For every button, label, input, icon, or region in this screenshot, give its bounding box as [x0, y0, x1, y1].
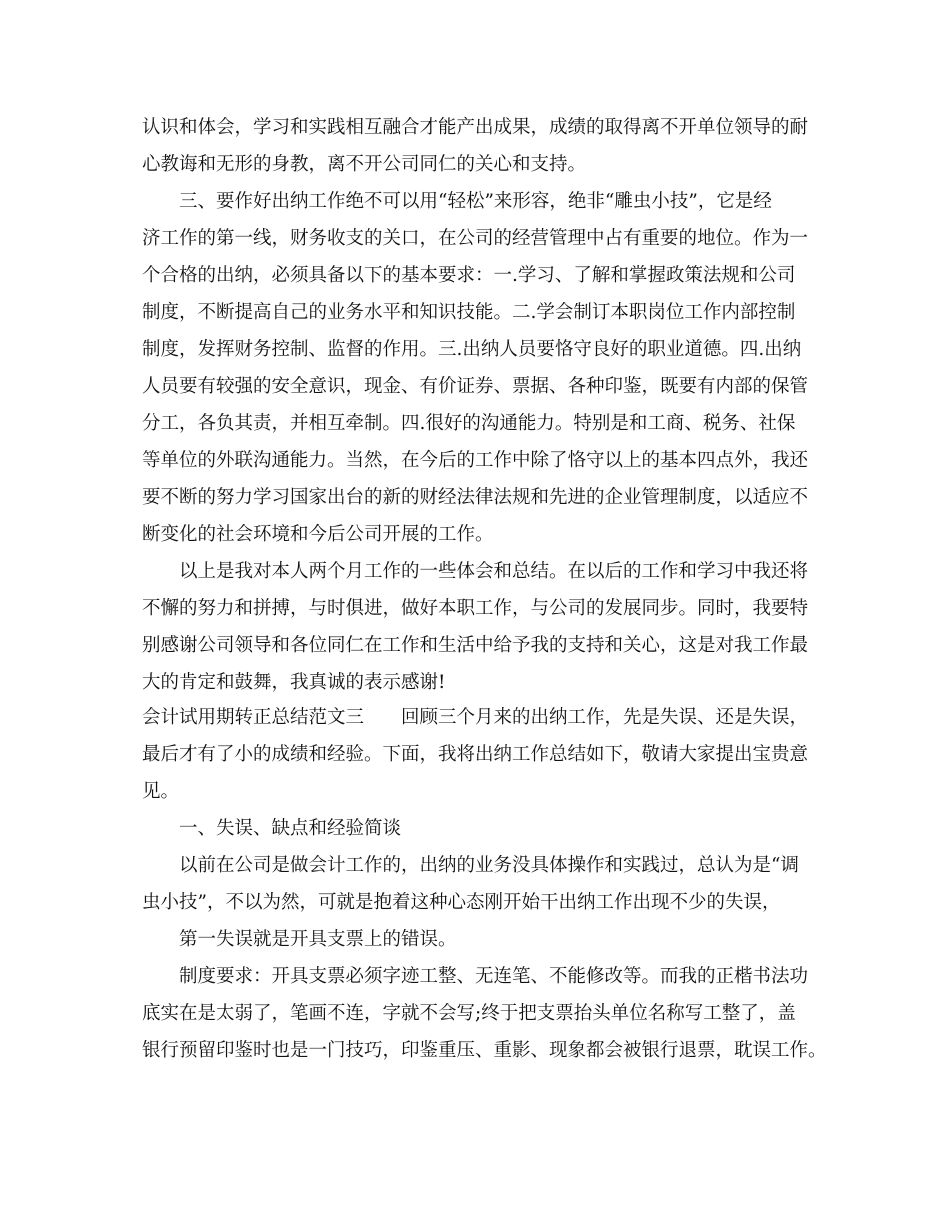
paragraph-start: 第一失误就是开具支票上的错误。: [179, 929, 457, 950]
text-line-18: 最后才有了小的成绩和经验。下面，我将出纳工作总结如下，敬请大家提出宝贵意: [142, 744, 809, 765]
text-line-15: 别感谢公司领导和各位同仁在工作和生活中给予我的支持和关心，这是对我工作最: [142, 635, 809, 656]
text-line-26: 银行预留印鉴时也是一门技巧，印鉴重压、重影、现象都会被银行退票，耽误工作。: [142, 1040, 827, 1061]
text-line-9: 分工，各负其责，并相互牵制。四.很好的沟通能力。特别是和工商、税务、社保: [142, 413, 796, 434]
text-line-5: 个合格的出纳，必须具备以下的基本要求：一.学习、了解和掌握政策法规和公司: [142, 265, 796, 286]
text-line-19: 见。: [142, 781, 180, 802]
text-line-4: 济工作的第一线，财务收支的关口，在公司的经营管理中占有重要的地位。作为一: [142, 228, 809, 249]
text-line-11: 要不断的努力学习国家出台的新的财经法律法规和先进的企业管理制度，以适应不: [142, 487, 809, 508]
paragraph-3-start: 三、要作好出纳工作绝不可以用“轻松”来形容，绝非“雕虫小技”，它是经: [179, 191, 772, 212]
text-line-7: 制度，发挥财务控制、监督的作用。三.出纳人员要恪守良好的职业道德。四.出纳: [142, 339, 802, 360]
paragraph-summary-start: 以上是我对本人两个月工作的一些体会和总结。在以后的工作和学习中我还将: [179, 561, 809, 582]
paragraph-start: 制度要求：开具支票必须字迹工整、无连笔、不能修改等。而我的正楷书法功: [179, 966, 809, 987]
text-line-16: 大的肯定和鼓舞，我真诚的表示感谢!: [142, 672, 446, 693]
text-line-22: 虫小技”，不以为然，可就是抱着这种心态刚开始干出纳工作出现不少的失误，: [142, 892, 781, 913]
paragraph-start: 以前在公司是做会计工作的，出纳的业务没具体操作和实践过，总认为是“调: [179, 855, 799, 876]
text-line-14: 不懈的努力和拼搏，与时俱进，做好本职工作，与公司的发展同步。同时，我要特: [142, 598, 809, 619]
section-title-line: 会计试用期转正总结范文三 回顾三个月来的出纳工作，先是失误、还是失误，: [142, 707, 809, 728]
text-line-25: 底实在是太弱了，笔画不连，字就不会写;终于把支票抬头单位名称写工整了，盖: [142, 1003, 796, 1024]
text-line-12: 断变化的社会环境和今后公司开展的工作。: [142, 524, 494, 545]
text-line-2: 心教诲和无形的身教，离不开公司同仁的关心和支持。: [142, 154, 587, 175]
text-line-10: 等单位的外联沟通能力。当然，在今后的工作中除了恪守以上的基本四点外，我还: [142, 450, 809, 471]
text-line-1: 认识和体会，学习和实践相互融合才能产出成果，成绩的取得离不开单位领导的耐: [142, 117, 809, 138]
subheading-line: 一、失误、缺点和经验简谈: [179, 818, 402, 839]
text-line-8: 人员要有较强的安全意识，现金、有价证券、票据、各种印鉴，既要有内部的保管: [142, 376, 809, 397]
text-line-6: 制度，不断提高自己的业务水平和知识技能。二.学会制订本职岗位工作内部控制: [142, 302, 796, 323]
